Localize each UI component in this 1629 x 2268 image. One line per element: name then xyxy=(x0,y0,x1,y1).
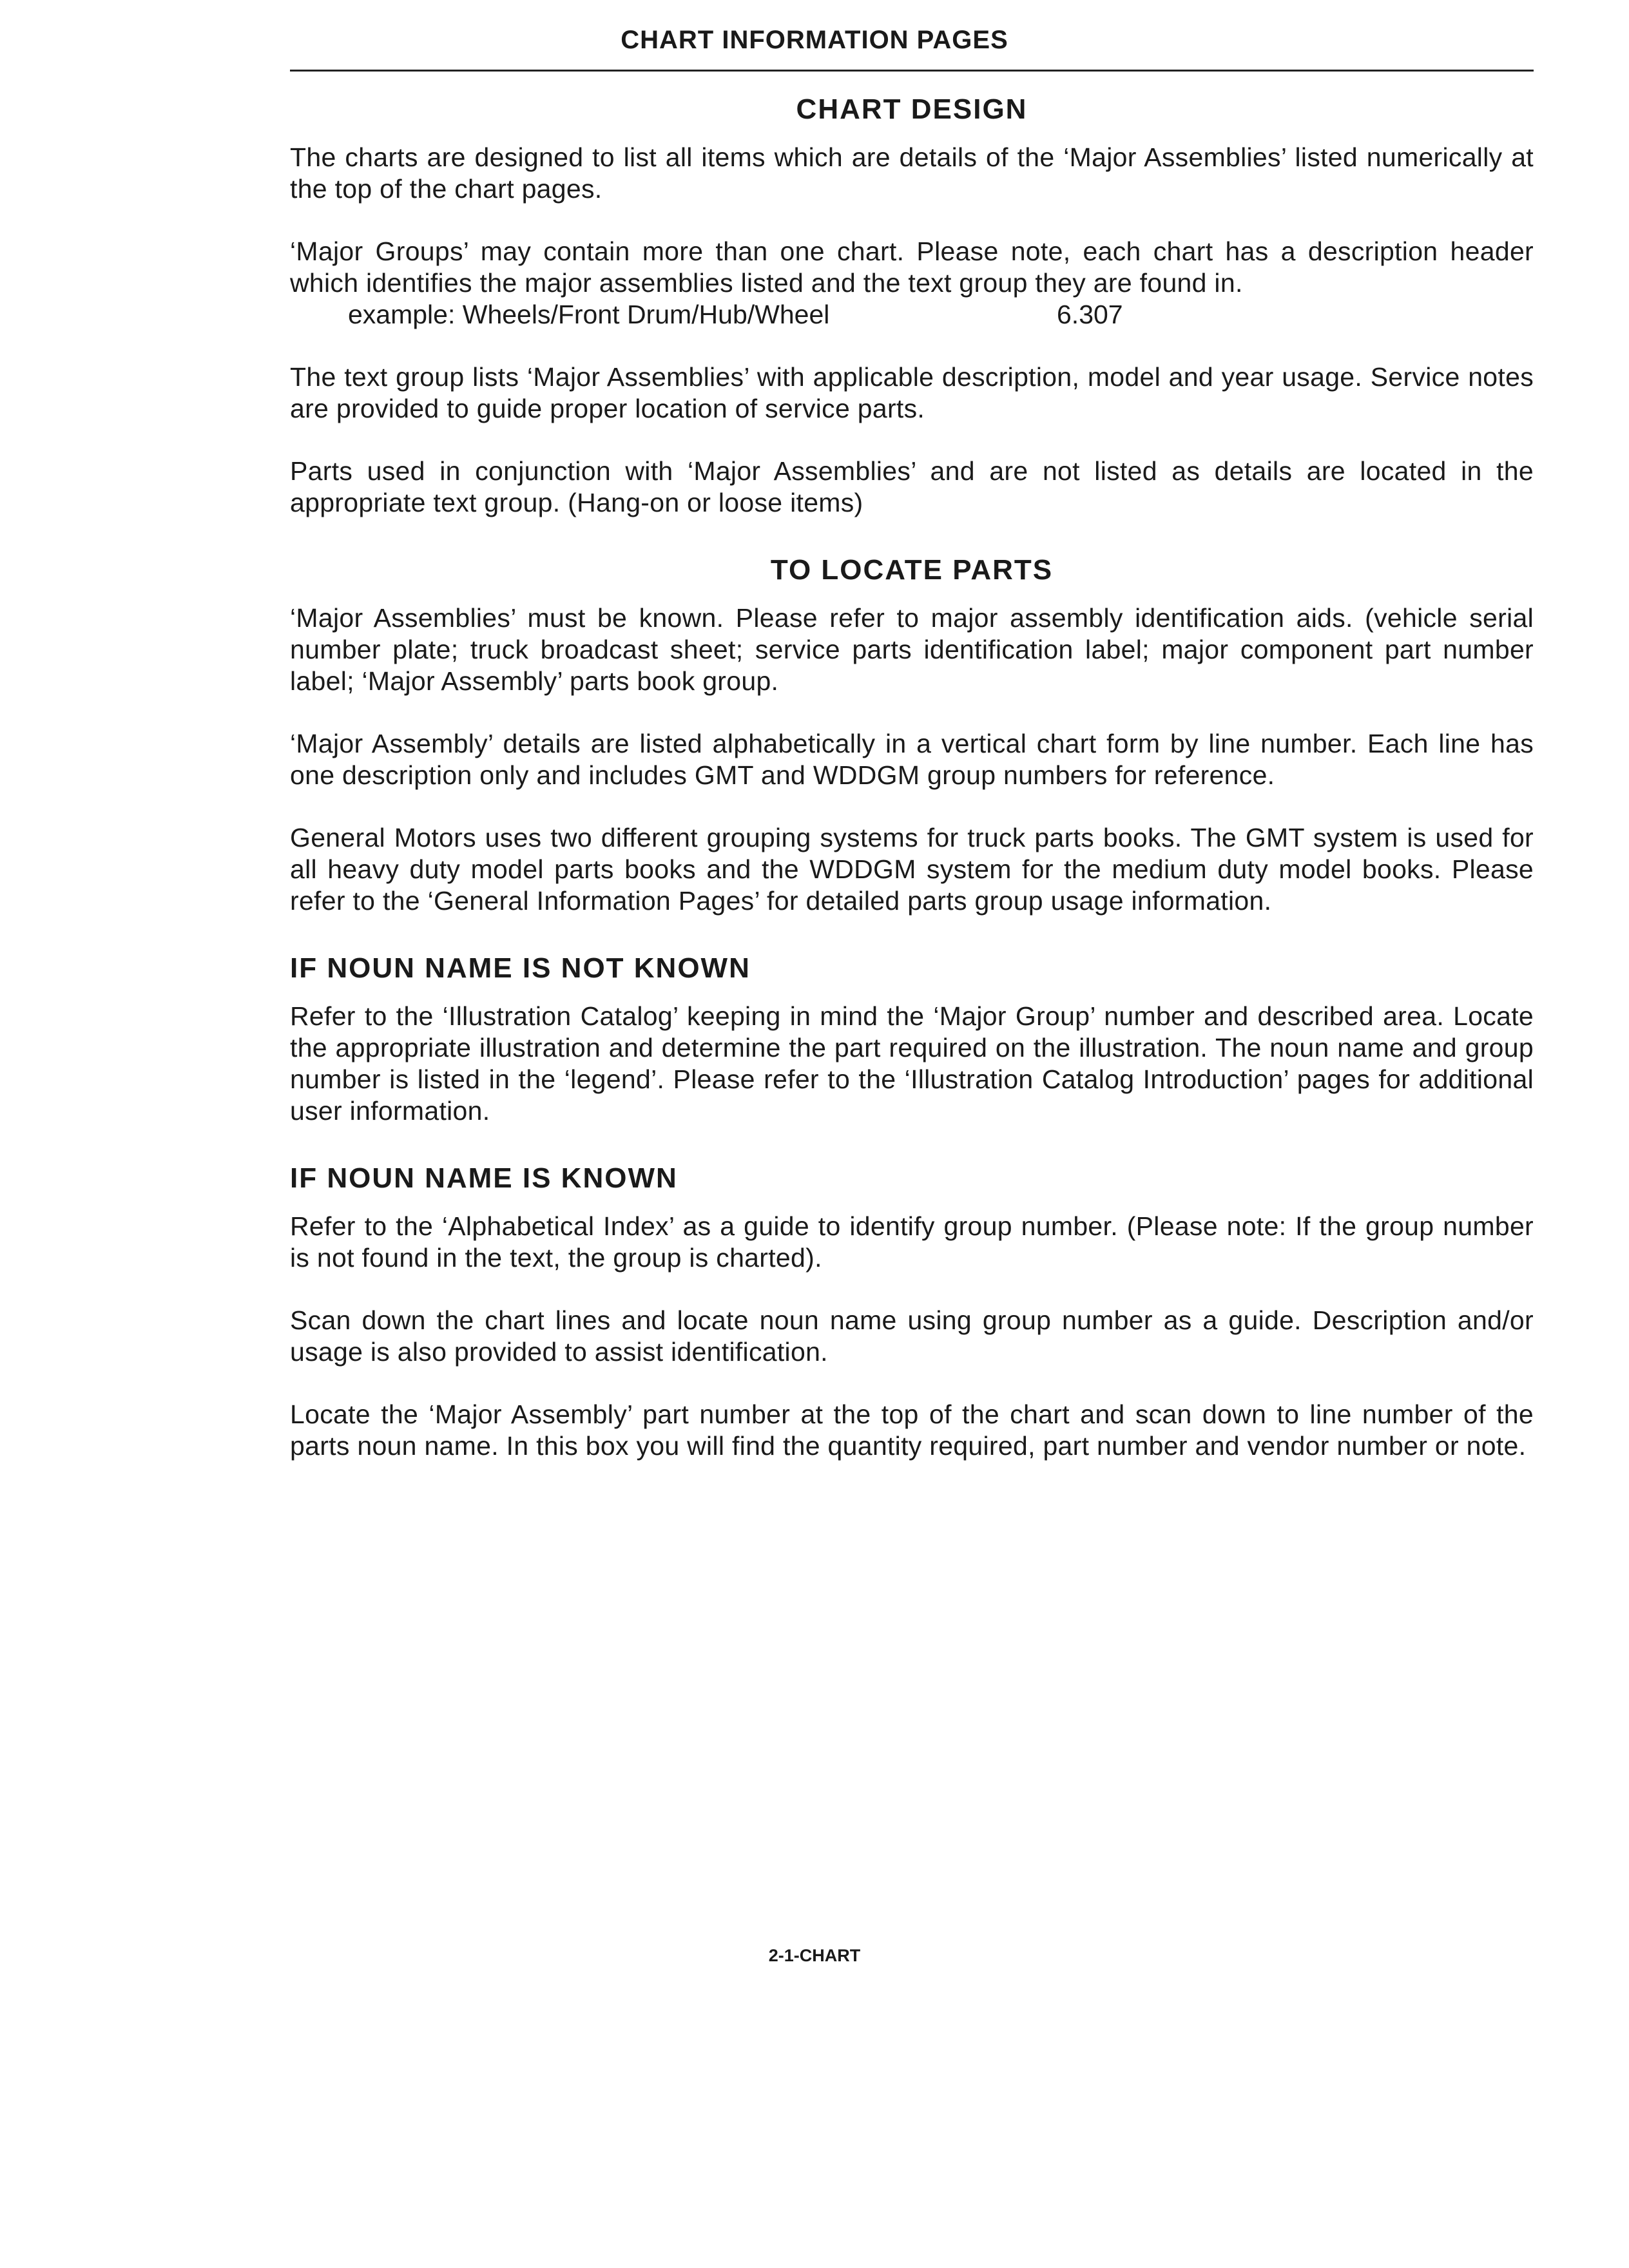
paragraph: ‘Major Groups’ may contain more than one chart. Please note, each chart has a description header which identifies the major assemblies listed and the text group they are found in. xyxy=(290,236,1534,298)
paragraph: General Motors uses two different grouping systems for truck parts books. The GMT system is used for all heavy duty model parts books and the WDDGM system for the medium duty model books. Please refer to the ‘General Information Pages’ for detailed parts group usage information. xyxy=(290,823,1534,916)
paragraph: Refer to the ‘Illustration Catalog’ keeping in mind the ‘Major Group’ number and described area. Locate the appropriate illustration and determine the part required on the illustration. The noun name and group number is listed in the ‘legend’. Please refer to the ‘Illustration Catalog Introduction’ pages for additional user information. xyxy=(290,1001,1534,1126)
example-label: example: Wheels/Front Drum/Hub/Wheel xyxy=(348,300,830,329)
paragraph: ‘Major Assembly’ details are listed alphabetically in a vertical chart form by line number. Each line has one description only and includes GMT and WDDGM group numbers for reference. xyxy=(290,729,1534,790)
section-title-noun-not-known: IF NOUN NAME IS NOT KNOWN xyxy=(290,952,751,984)
example-group-number: 6.307 xyxy=(1057,300,1123,329)
paragraph: Scan down the chart lines and locate noun name using group number as a guide. Description and/or usage is also provided to assist identification. xyxy=(290,1305,1534,1367)
example-line xyxy=(348,299,1534,331)
paragraph: Refer to the ‘Alphabetical Index’ as a guide to identify group number. (Please note: If the group number is not found in the text, the group is charted). xyxy=(290,1211,1534,1273)
paragraph: Locate the ‘Major Assembly’ part number at the top of the chart and scan down to line number of the parts noun name. In this box you will find the quantity required, part number and vendor number or note. xyxy=(290,1399,1534,1461)
paragraph: ‘Major Assemblies’ must be known. Please refer to major assembly identification aids. (vehicle serial number plate; truck broadcast sheet; service parts identification label; major component part number label; ‘Major Assembly’ parts book group. xyxy=(290,603,1534,696)
page-number: 2-1-CHART xyxy=(768,1946,861,1965)
section-title-to-locate-parts: TO LOCATE PARTS xyxy=(770,554,1054,586)
header-divider xyxy=(290,70,1534,72)
page-header: CHART INFORMATION PAGES xyxy=(621,26,1008,54)
section-title-noun-known: IF NOUN NAME IS KNOWN xyxy=(290,1162,678,1194)
paragraph: The charts are designed to list all items which are details of the ‘Major Assemblies’ listed numerically at the top of the chart pages. xyxy=(290,142,1534,204)
paragraph: The text group lists ‘Major Assemblies’ with applicable description, model and year usage. Service notes are provided to guide proper location of service parts. xyxy=(290,362,1534,423)
section-title-chart-design: CHART DESIGN xyxy=(796,93,1028,125)
paragraph: Parts used in conjunction with ‘Major Assemblies’ and are not listed as details are located in the appropriate text group. (Hang-on or loose items) xyxy=(290,456,1534,517)
document-body xyxy=(290,89,1534,1493)
